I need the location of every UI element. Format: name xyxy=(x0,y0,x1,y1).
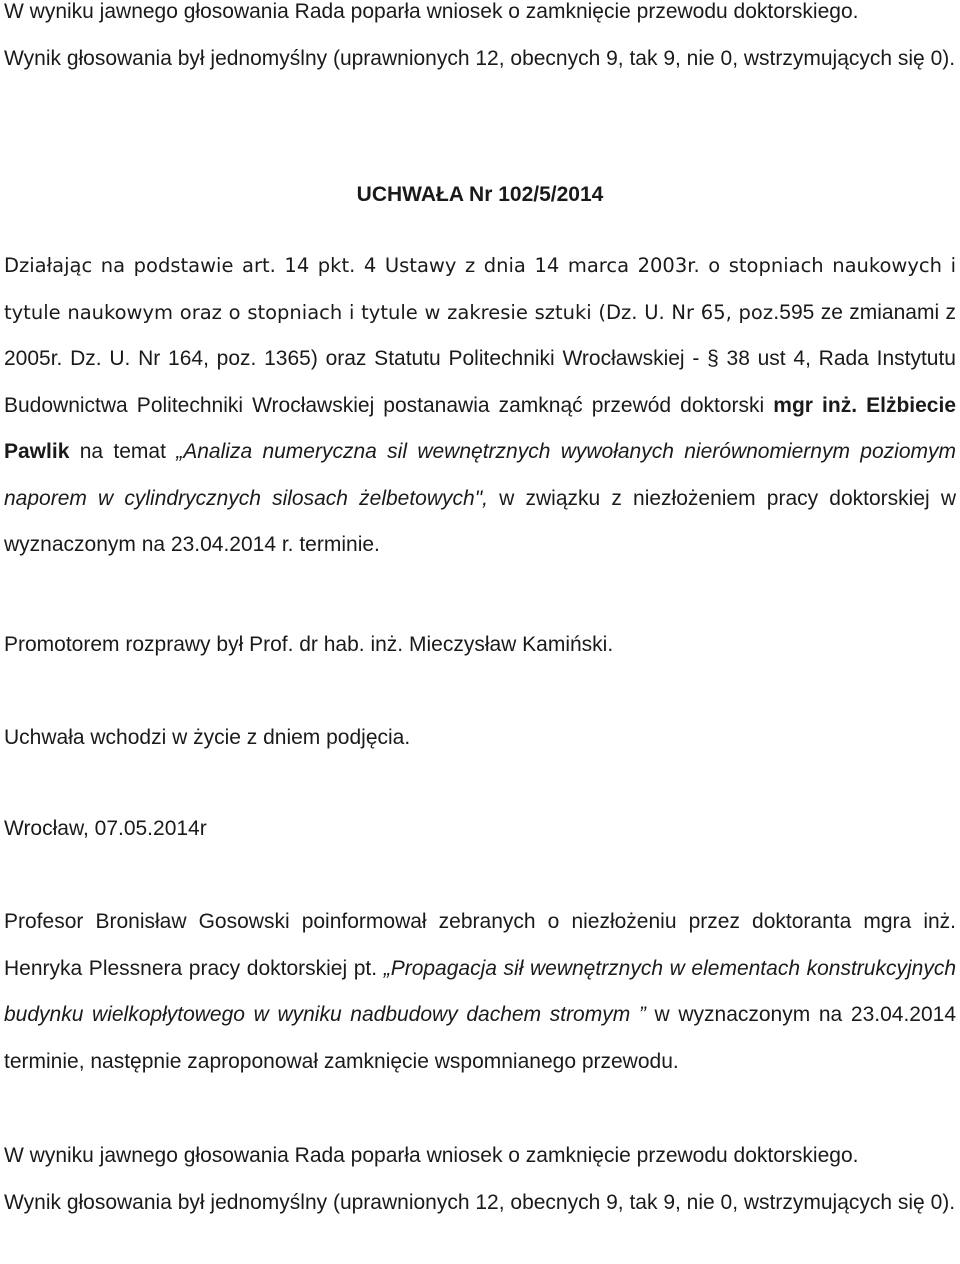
vote-intro-paragraph xyxy=(4,0,956,82)
vote-outro-paragraph xyxy=(4,1133,956,1226)
second-thesis-topic: „Propagacja sił wewnętrznych w elementach konstrukcyjnych budynku wielkopłytowego w wyniku nadbudowy dachem stromym ” xyxy=(4,956,956,1026)
second-case-paragraph xyxy=(4,899,956,1085)
candidate-degree: mgr inż. xyxy=(773,393,858,417)
vote-outro-line-1: W wyniku jawnego głosowania Rada poparła wniosek o zamknięcie przewodu doktorskiego. xyxy=(4,1144,859,1167)
topic-intro: na temat xyxy=(69,440,177,463)
second-case-intro: Profesor Bronisław Gosowski poinformował zebranych o niezłożeniu przez doktoranta mgra inż. Henryka Plessnera pracy doktorskiej pt. xyxy=(4,910,956,980)
effective-line: Uchwała wchodzi w życie z dniem podjęcia. xyxy=(4,726,411,749)
resolution-body xyxy=(4,243,956,569)
resolution-legal-basis: Działając na podstawie art. 14 pkt. 4 Ustawy z dnia 14 marca 2003r. o stopniach naukowych i tytule naukowym oraz o stopniach i tytule w zakresie sztuki (Dz. U. Nr 65, poz. xyxy=(4,254,956,324)
date-line: Wrocław, 07.05.2014r xyxy=(4,817,207,840)
vote-outro-line-2: Wynik głosowania był jednomyślny (uprawnionych 12, obecnych 9, tak 9, nie 0, wstrzymujących się 0). xyxy=(4,1190,956,1214)
resolution-reason: w związku z niezłożeniem pracy doktorskiej w wyznaczonym na 23.04.2014 r. terminie. xyxy=(4,486,957,556)
vote-intro-line-2: Wynik głosowania był jednomyślny (uprawnionych 12, obecnych 9, tak 9, nie 0, wstrzymujących się 0). xyxy=(4,46,956,70)
resolution-title: UCHWAŁA Nr 102/5/2014 xyxy=(356,183,604,206)
promotor-line: Promotorem rozprawy był Prof. dr hab. inż. Mieczysław Kamiński. xyxy=(4,633,614,656)
resolution-legal-basis-cont: 595 ze zmianami z 2005r. Dz. U. Nr 164, poz. 1365) oraz Statutu Politechniki Wrocławskiej - § 38 ust 4, Rada Instytutu Budownictwa Politechniki Wrocławskiej postanawia zamknąć przewód doktorski xyxy=(4,300,956,417)
second-case-outcome: w wyznaczonym na 23.04.2014 terminie, następnie zaproponował zamknięcie wspomnianego przewodu. xyxy=(4,1003,956,1073)
thesis-topic: „Analiza numeryczna sil wewnętrznych wywołanych nierównomiernym poziomym naporem w cylindrycznych silosach żelbetowych", xyxy=(4,440,956,510)
candidate-name: Elżbiecie Pawlik xyxy=(4,393,956,463)
vote-intro-line-1: W wyniku jawnego głosowania Rada poparła wniosek o zamknięcie przewodu doktorskiego. xyxy=(4,0,859,23)
